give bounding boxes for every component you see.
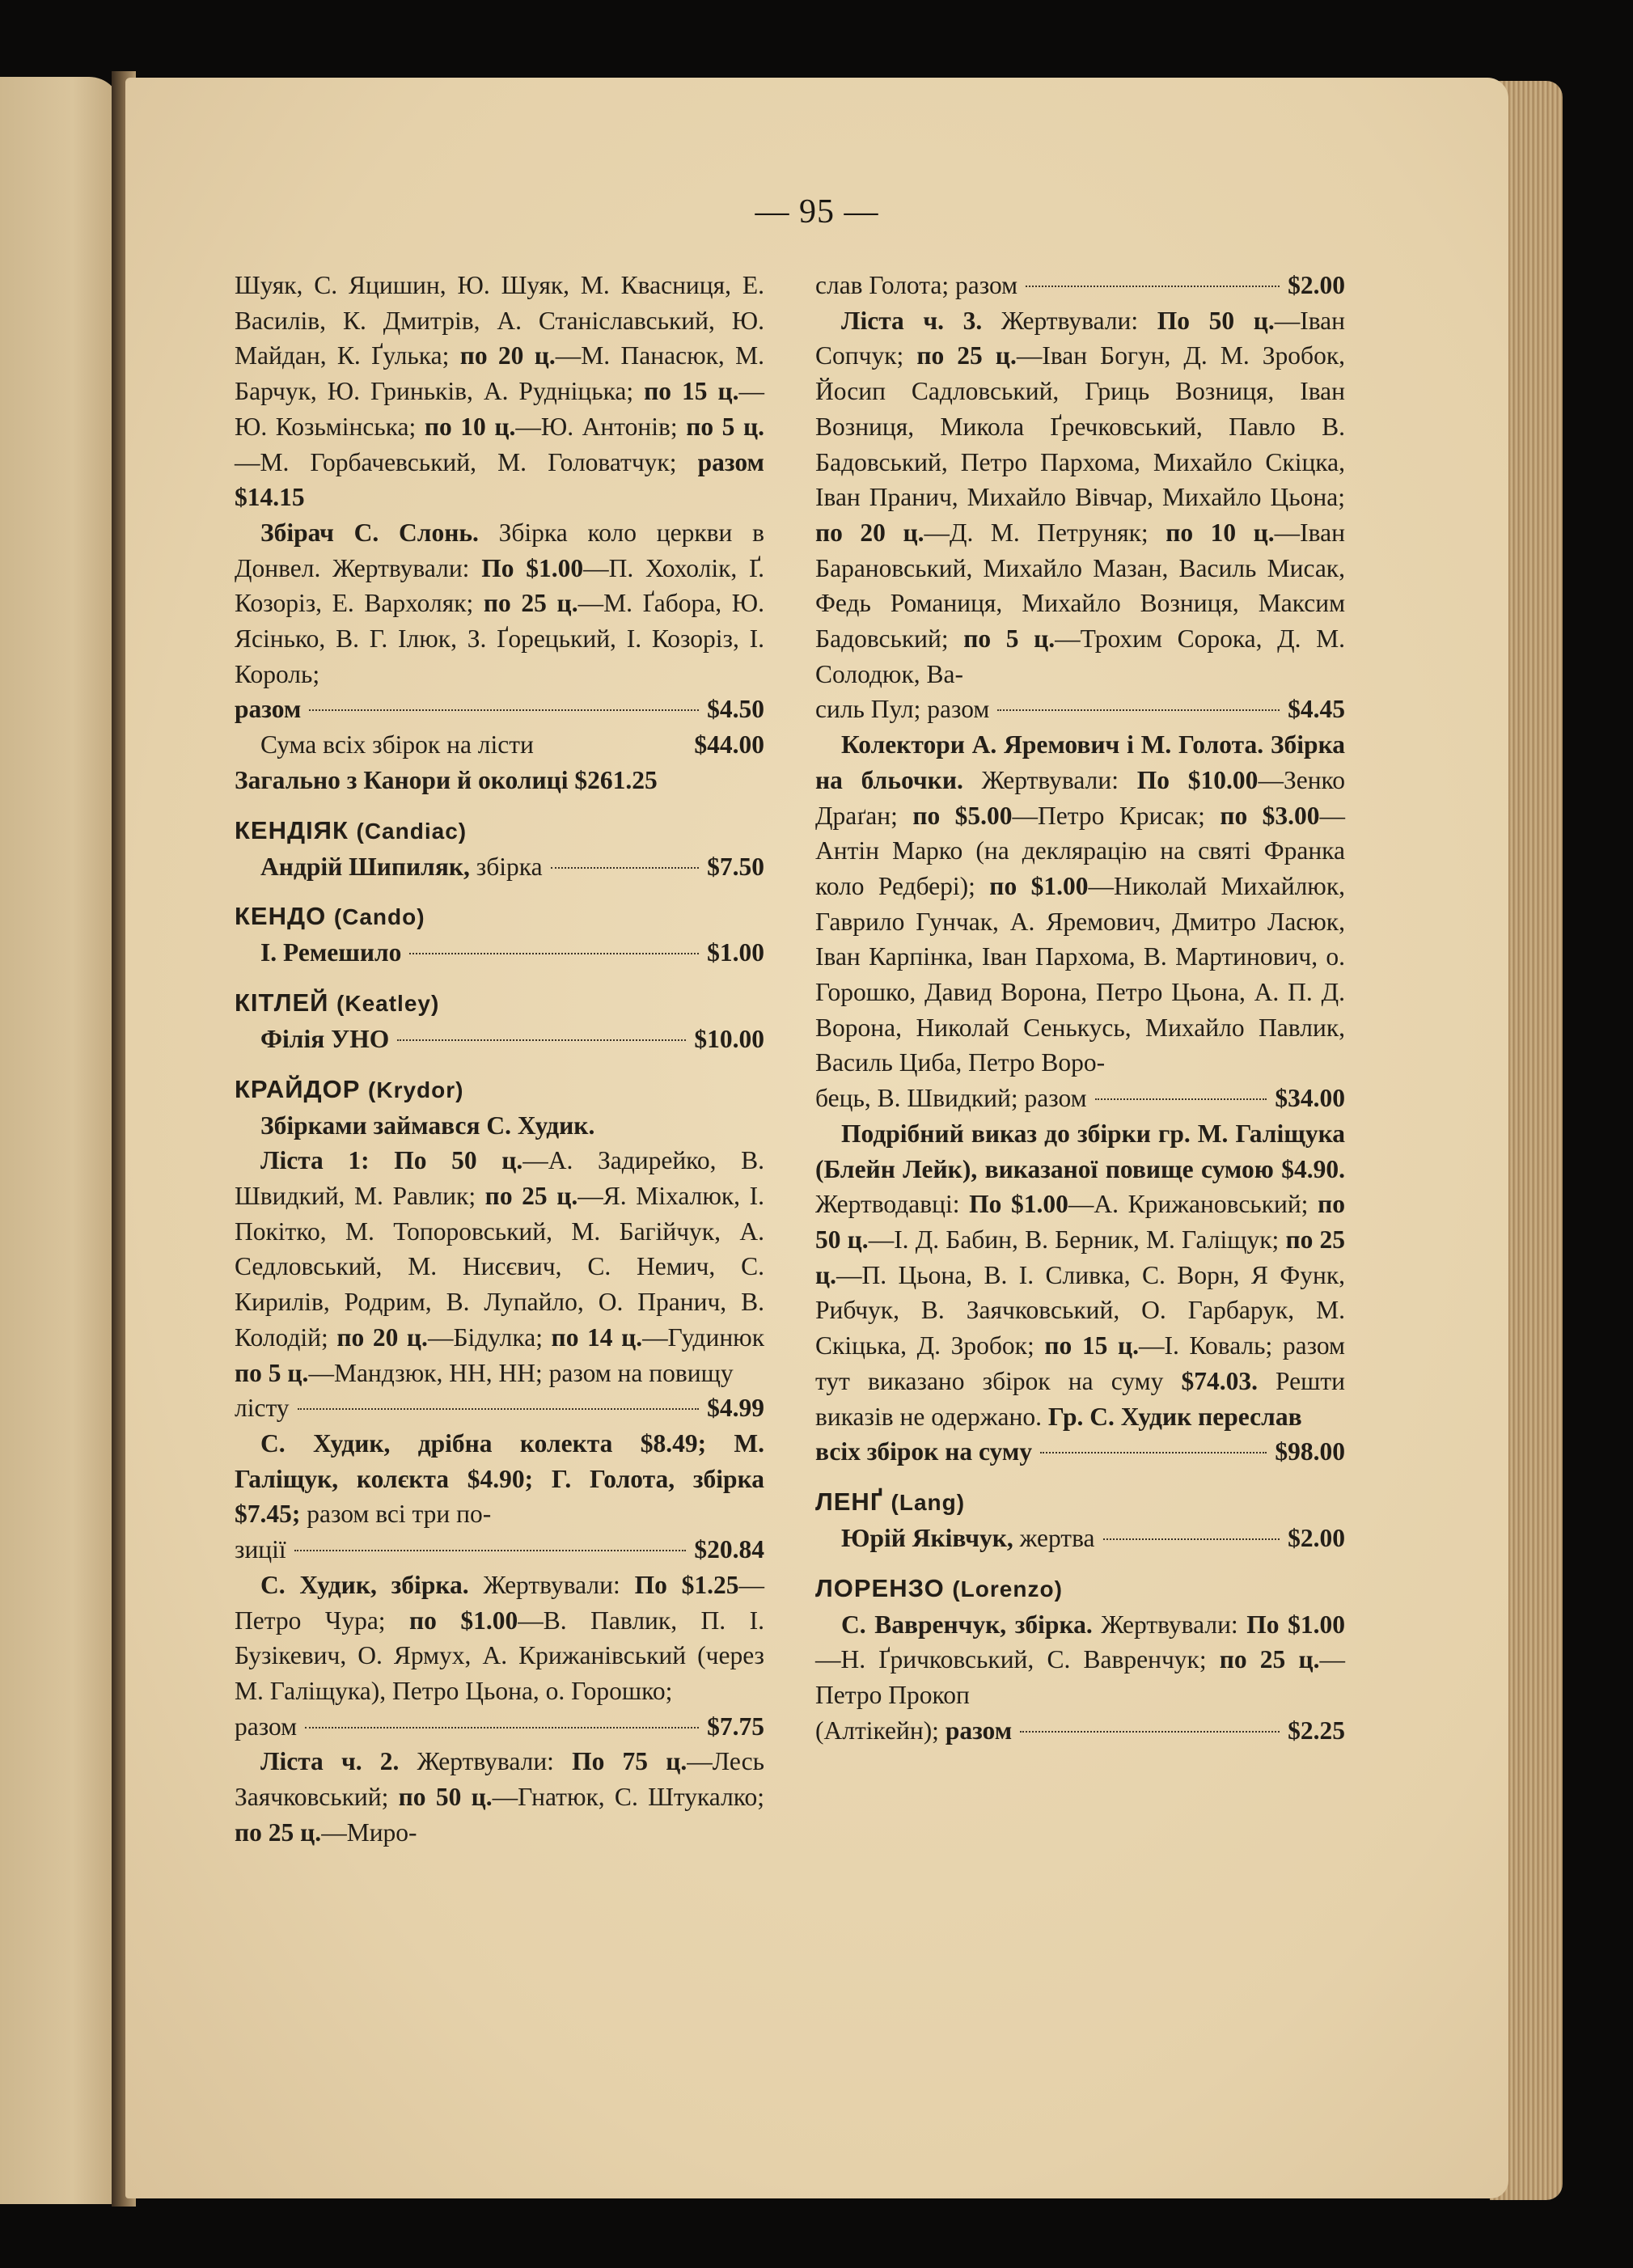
paragraph: [815, 727, 1345, 1081]
amount: $34.00: [1275, 1084, 1345, 1113]
donation-entry: [235, 849, 764, 885]
amount: $7.75: [707, 1712, 764, 1741]
dot-leader: [397, 1039, 686, 1041]
dot-leader: [1103, 1538, 1280, 1540]
dot-leader: [305, 1727, 699, 1729]
amount: $4.45: [1288, 695, 1345, 724]
location-heading: [235, 813, 764, 849]
text-bold: по 5 ц.: [686, 412, 764, 441]
text: —Іван Барановський, Михайло Мазан, Василь Мисак, Федь Романиця, Михайло Возниця, Максим Бадовський;: [815, 518, 1345, 654]
text-bold: С. Худик, збірка.: [260, 1570, 469, 1599]
text: —Мандзюк, НН, НН; разом на повищу: [308, 1358, 734, 1387]
text-bold: по 15 ц.: [1044, 1331, 1140, 1360]
paragraph: [815, 1607, 1345, 1713]
text: Шуяк, С. Яцишин, Ю. Шуяк, М. Квасниця, Е. Василів, К. Дмитрів, А. Станіславський, Ю. Майдан, К. Ґулька;: [235, 271, 764, 370]
text-bold: По $10.00: [1136, 765, 1259, 794]
amount: $2.25: [1288, 1716, 1345, 1745]
heading-text: КЕНДІЯК: [235, 815, 349, 844]
grand-total: Загально з Канори й околиці $261.25: [235, 765, 658, 794]
text: разом всі три по-: [307, 1500, 492, 1529]
text: —Ю. Антонів;: [515, 412, 678, 441]
text: лісту: [235, 1394, 290, 1423]
text-bold: всіх збірок на суму: [815, 1437, 1033, 1466]
text-bold: Ліста 1: По 50 ц.: [260, 1146, 523, 1175]
text-bold: По 50 ц.: [1157, 306, 1275, 335]
heading-text: КЕНДО: [235, 902, 327, 931]
text-bold: по 50 ц.: [398, 1783, 493, 1812]
location-heading: [815, 1571, 1345, 1607]
text: —І. Д. Бабин, В. Берник, М. Галіщук;: [868, 1225, 1280, 1254]
text-bold: Подрібний виказ до збірки гр. М. Галіщука (Блейн Лейк), виказаної повище сумою $4.90.: [815, 1119, 1345, 1183]
left-column: [235, 268, 764, 1850]
paragraph: [235, 1426, 764, 1532]
text: —Петро Прокоп: [815, 1645, 1345, 1710]
text: —А. Крижановський;: [1068, 1190, 1309, 1219]
text: —Д. М. Петруняк;: [924, 518, 1149, 547]
donor-name: Філія УНО: [260, 1024, 390, 1053]
text: —В. Павлик, П. І. Бузікевич, О. Ярмух, А. Крижанівський (через М. Галіщука), Петро Цьона, о. Горошко;: [235, 1606, 764, 1705]
text-bold: по 5 ц.: [963, 624, 1056, 654]
donor-name: Юрій Яківчук,: [841, 1523, 1013, 1552]
location-heading: [235, 985, 764, 1022]
dot-leader: [551, 867, 700, 869]
heading-latin: (Lang): [891, 1489, 966, 1515]
location-heading: [235, 1072, 764, 1108]
text-bold: Колектори А. Яремович і М. Голота. Збірка на бльочки.: [815, 730, 1345, 794]
text-bold: По $1.00: [969, 1190, 1068, 1219]
page-number: — 95 —: [755, 193, 879, 231]
text: —П. Хохолік, Ґ. Козоріз, Е. Вархоляк;: [235, 553, 764, 618]
dot-leader: [997, 709, 1280, 711]
heading-latin: (Candiac): [356, 818, 467, 844]
paragraph: [815, 303, 1345, 692]
amount: $98.00: [1275, 1437, 1345, 1466]
text: —Петро Крисак;: [1012, 801, 1205, 830]
paragraph: [235, 1568, 764, 1709]
dot-leader: [1095, 1098, 1267, 1100]
text: бець, В. Швидкий; разом: [815, 1084, 1087, 1113]
paragraph: [235, 268, 764, 515]
text: збірка: [476, 852, 543, 881]
heading-latin: (Keatley): [336, 990, 440, 1016]
text: силь Пул; разом: [815, 695, 990, 724]
text: Решти виказів не одержано.: [815, 1366, 1346, 1431]
text-bold: По 75 ц.: [572, 1747, 687, 1776]
text: —Бідулка;: [427, 1322, 543, 1352]
paragraph: [815, 1116, 1345, 1434]
text: —Н. Ґричковський, С. Вавренчук;: [815, 1645, 1207, 1674]
dot-leader: [1040, 1452, 1267, 1453]
heading-text: ЛЕНҐ: [815, 1487, 883, 1516]
text: Жертводавці:: [815, 1190, 960, 1219]
text-bold: по 14 ц.: [551, 1322, 643, 1352]
text-bold: по 25 ц.: [235, 1817, 322, 1847]
total-line: [235, 727, 764, 763]
text: —Петро Чура;: [235, 1570, 765, 1635]
text-bold: По $1.00: [481, 553, 584, 582]
text: —А. Задирейко, В. Швидкий, М. Равлик;: [235, 1146, 765, 1211]
text: —Трохим Сорока, Д. М. Солодюк, Ва-: [815, 624, 1345, 688]
text: —Ю. Козьмінська;: [235, 377, 764, 441]
text-bold: по 25 ц.: [815, 1225, 1345, 1289]
text: Збірка коло церкви в Донвел. Жертвували:: [235, 518, 764, 582]
text: Сума всіх збірок на лісти: [260, 730, 534, 760]
text: —Іван Богун, Д. М. Зробок, Йосип Садловський, Гриць Возниця, Іван Возниця, Микола Ґречковський, Павло В. Бадовський, Петро Пархома, Михайло Скіцка, Іван Пранич, Михайло Вівчар, Михайло Цьона;: [815, 341, 1345, 512]
text: разом: [235, 1712, 298, 1741]
text: —Николай Михайлюк, Гаврило Гунчак, А. Яремович, Дмитро Ласюк, Іван Карпінка, Іван Пархома, В. Мартинович, о. Горошко, Давид Ворона, Петро Цьона, А. П. Д. Ворона, Николай Сенькусь, Михайло Павлик, Василь Циба, Петро Воро-: [815, 871, 1345, 1077]
text-bold: по 20 ц.: [459, 341, 556, 370]
heading-text: ЛОРЕНЗО: [815, 1573, 945, 1602]
dot-leader: [1020, 1731, 1280, 1733]
paragraph: Збірками займався С. Худик.: [260, 1111, 595, 1140]
text-bold: по 25 ц.: [916, 341, 1017, 370]
text-bold: Ліста ч. 3.: [841, 306, 983, 335]
text: —І. Коваль; разом тут виказано збірок на суму: [815, 1331, 1345, 1395]
text-bold: по $1.00: [409, 1606, 518, 1635]
text-bold: С. Худик, дрібна колекта $8.49; М. Галіщук, колєкта $4.90; Г. Голота, збірка $7.45;: [235, 1428, 764, 1529]
amount: $2.00: [1288, 1523, 1345, 1552]
text: Жертвували:: [981, 765, 1119, 794]
text-bold: по 10 ц.: [1166, 518, 1275, 547]
text: —Гнатюк, С. Штукалко;: [492, 1783, 764, 1812]
donation-entry: [815, 1521, 1345, 1556]
text: Жертвували:: [1001, 306, 1139, 335]
text-bold: С. Вавренчук, збірка.: [841, 1610, 1093, 1639]
text: Жертвували:: [483, 1570, 620, 1599]
text: —Антін Марко (на деклярацію на святі Франка коло Редбері);: [815, 801, 1346, 900]
text-bold: Збірач С. Слонь.: [260, 518, 479, 547]
total-line: [815, 692, 1345, 727]
donor-name: Андрій Шипиляк,: [260, 852, 470, 881]
donor-name: І. Ремешило: [260, 938, 402, 967]
text-bold: по $5.00: [912, 801, 1013, 830]
heading-text: КІТЛЕЙ: [235, 988, 329, 1017]
amount: $4.99: [707, 1394, 764, 1423]
total-line: [235, 1709, 764, 1745]
text: жертва: [1019, 1523, 1095, 1552]
text-bold: по 25 ц.: [1219, 1645, 1320, 1674]
total-line: [235, 692, 764, 727]
text-bold: по 15 ц.: [644, 377, 739, 406]
text: Жертвували:: [1101, 1610, 1238, 1639]
text: —Гудинюк: [642, 1322, 765, 1352]
text: —М. Горбачевський, М. Головатчук;: [235, 447, 677, 476]
dot-leader: [309, 709, 699, 711]
text-bold: по $1.00: [989, 871, 1089, 900]
text: —Миро-: [321, 1817, 417, 1847]
text: —Я. Міхалюк, І. Покітко, М. Топоровський, М. Багійчук, А. Седловський, М. Нисєвич, С. Немич, С. Кирилів, Родрим, В. Лупайло, О. Пранич, В. Колодій;: [235, 1182, 764, 1352]
dot-leader: [409, 953, 699, 954]
location-heading: [815, 1484, 1345, 1521]
amount: $1.00: [707, 938, 764, 967]
text-bold: Ліста ч. 2.: [260, 1747, 400, 1776]
text: зиції: [235, 1535, 286, 1564]
paragraph: [235, 515, 764, 692]
dot-leader: [298, 1408, 700, 1410]
text: —Лесь Заячковський;: [235, 1747, 765, 1812]
right-column: [815, 268, 1345, 1748]
amount: $4.50: [707, 695, 764, 724]
total-line: [235, 1390, 764, 1426]
heading-latin: (Lorenzo): [952, 1576, 1063, 1602]
heading-latin: (Krydor): [368, 1077, 464, 1102]
text-bold: по 10 ц.: [424, 412, 516, 441]
text-bold: по 20 ц.: [815, 518, 924, 547]
amount: $44.00: [694, 730, 764, 760]
total-line: [235, 1532, 764, 1568]
dot-leader: [1026, 286, 1280, 287]
text: слав Голота; разом: [815, 271, 1018, 299]
text: —П. Цьона, В. І. Сливка, С. Ворн, Я Функ, Рибчук, В. Заячковський, О. Гарбарук, М. Скіцька, Д. Зробок;: [815, 1260, 1345, 1360]
text-bold: по 5 ц.: [235, 1358, 309, 1387]
text-bold: по 20 ц.: [336, 1322, 428, 1352]
total-line: [815, 268, 1345, 303]
paragraph: [235, 1744, 764, 1850]
donation-entry: [235, 935, 764, 971]
paragraph: [235, 1143, 764, 1390]
heading-text: КРАЙДОР: [235, 1074, 361, 1103]
text-bold: Гр. С. Худик переслав: [1047, 1402, 1302, 1431]
text-bold: по 25 ц.: [483, 589, 578, 618]
dot-leader: [294, 1550, 687, 1551]
text-bold: по $3.00: [1220, 801, 1320, 830]
text-bold: по 25 ц.: [484, 1182, 578, 1211]
book-page: [125, 78, 1508, 2198]
text: —Іван Сопчук;: [815, 306, 1346, 370]
donation-entry: [235, 1022, 764, 1057]
amount: $10.00: [694, 1024, 764, 1053]
text-bold: разом: [945, 1716, 1013, 1745]
amount: $7.50: [707, 852, 764, 881]
text-bold: По $1.25: [634, 1570, 739, 1599]
text-bold: разом: [235, 695, 302, 724]
text-bold: разом $14.15: [235, 447, 765, 512]
heading-latin: (Cando): [333, 904, 425, 930]
text-bold: $74.03.: [1181, 1366, 1258, 1395]
location-heading: [235, 899, 764, 935]
total-line: [815, 1713, 1345, 1749]
text: (Алтікейн);: [815, 1716, 939, 1745]
text: Жертвували:: [417, 1747, 554, 1776]
text: —М. Ґабора, Ю. Ясінько, В. Г. Ілюк, З. Ґорецький, І. Козоріз, І. Король;: [235, 589, 764, 688]
total-line: [815, 1434, 1345, 1470]
text: —Зенко Драґан;: [815, 765, 1346, 830]
text-bold: по 50 ц.: [815, 1190, 1346, 1254]
previous-page-edge: [0, 77, 121, 2204]
text-bold: По $1.00: [1246, 1610, 1346, 1639]
total-line: [815, 1081, 1345, 1116]
text: —М. Панасюк, М. Барчук, Ю. Гриньків, А. Рудніцька;: [235, 341, 764, 406]
amount: $20.84: [694, 1535, 764, 1564]
amount: $2.00: [1288, 271, 1345, 299]
